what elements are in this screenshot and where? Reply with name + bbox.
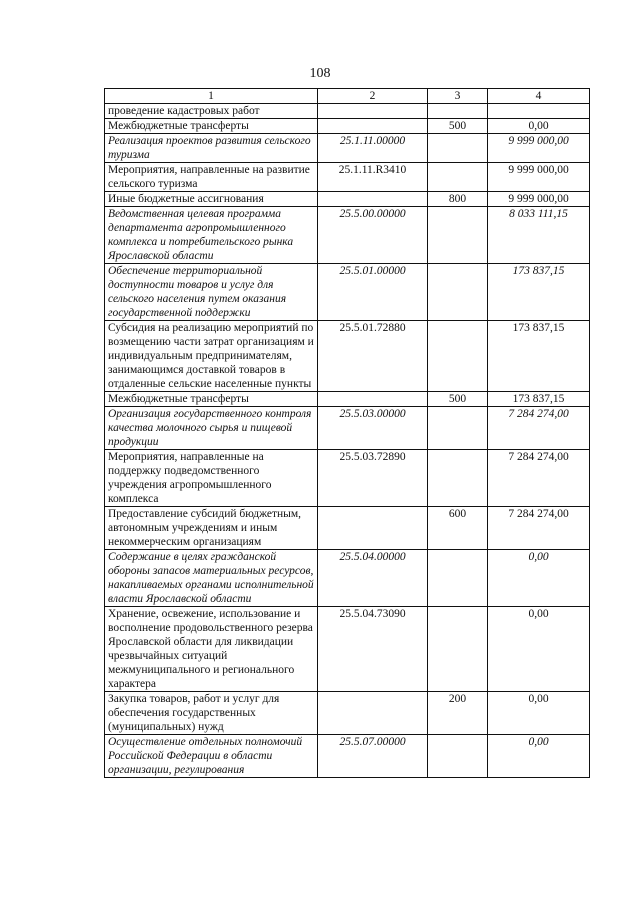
row-type-cell xyxy=(428,321,488,392)
table-row xyxy=(105,407,590,450)
row-amount-cell: 9 999 000,00 xyxy=(488,192,590,207)
table-row xyxy=(105,321,590,392)
table-row xyxy=(105,607,590,692)
row-amount-cell: 0,00 xyxy=(488,692,590,735)
row-code-cell xyxy=(318,104,428,119)
header-col-4: 4 xyxy=(488,89,590,104)
table-row xyxy=(105,134,590,163)
row-code-cell xyxy=(318,392,428,407)
row-amount-cell: 173 837,15 xyxy=(488,264,590,321)
row-name-cell: Мероприятия, направленные на развитие сельского туризма xyxy=(105,163,318,192)
table-row xyxy=(105,507,590,550)
row-name-cell: Организация государственного контроля качества молочного сырья и пищевой продукции xyxy=(105,407,318,450)
budget-table xyxy=(104,88,590,778)
row-amount-cell: 173 837,15 xyxy=(488,392,590,407)
table-row xyxy=(105,550,590,607)
row-code-cell: 25.5.03.00000 xyxy=(318,407,428,450)
row-name-cell: Субсидия на реализацию мероприятий по возмещению части затрат организациям и индивидуальным предпринимателям, занимающимся доставкой товаров в отдаленные сельские населенные пункты xyxy=(105,321,318,392)
row-name-cell: Обеспечение территориальной доступности товаров и услуг для сельского населения путем оказания государственной поддержки xyxy=(105,264,318,321)
table-row xyxy=(105,450,590,507)
row-code-cell: 25.5.03.72890 xyxy=(318,450,428,507)
row-amount-cell: 7 284 274,00 xyxy=(488,407,590,450)
row-name-cell: Закупка товаров, работ и услуг для обеспечения государственных (муниципальных) нужд xyxy=(105,692,318,735)
header-col-1: 1 xyxy=(105,89,318,104)
row-code-cell: 25.5.01.00000 xyxy=(318,264,428,321)
table-row xyxy=(105,207,590,264)
row-type-cell xyxy=(428,735,488,778)
row-type-cell xyxy=(428,163,488,192)
row-type-cell xyxy=(428,450,488,507)
row-amount-cell: 8 033 111,15 xyxy=(488,207,590,264)
row-amount-cell: 0,00 xyxy=(488,119,590,134)
page-number: 108 xyxy=(309,66,331,81)
row-amount-cell: 9 999 000,00 xyxy=(488,134,590,163)
table-row xyxy=(105,119,590,134)
row-code-cell: 25.5.04.73090 xyxy=(318,607,428,692)
table-row xyxy=(105,163,590,192)
header-col-2: 2 xyxy=(318,89,428,104)
row-name-cell: Межбюджетные трансферты xyxy=(105,119,318,134)
row-type-cell xyxy=(428,407,488,450)
row-type-cell: 200 xyxy=(428,692,488,735)
row-name-cell: Мероприятия, направленные на поддержку подведомственного учреждения агропромышленного комплекса xyxy=(105,450,318,507)
row-type-cell xyxy=(428,607,488,692)
row-name-cell: Хранение, освежение, использование и восполнение продовольственного резерва Ярославской области для ликвидации чрезвычайных ситуаций межмуниципального и регионального характера xyxy=(105,607,318,692)
table-row xyxy=(105,104,590,119)
table-row xyxy=(105,735,590,778)
row-type-cell: 600 xyxy=(428,507,488,550)
table-header-row xyxy=(105,89,590,104)
row-code-cell: 25.1.11.R3410 xyxy=(318,163,428,192)
table-row xyxy=(105,392,590,407)
row-name-cell: Предоставление субсидий бюджетным, автономным учреждениям и иным некоммерческим организациям xyxy=(105,507,318,550)
row-amount-cell xyxy=(488,104,590,119)
row-type-cell xyxy=(428,104,488,119)
row-code-cell: 25.5.07.00000 xyxy=(318,735,428,778)
row-amount-cell: 173 837,15 xyxy=(488,321,590,392)
row-code-cell xyxy=(318,192,428,207)
row-amount-cell: 0,00 xyxy=(488,735,590,778)
row-type-cell: 500 xyxy=(428,392,488,407)
row-code-cell xyxy=(318,119,428,134)
row-type-cell xyxy=(428,207,488,264)
table-row xyxy=(105,692,590,735)
row-code-cell: 25.5.04.00000 xyxy=(318,550,428,607)
row-code-cell xyxy=(318,507,428,550)
row-type-cell: 800 xyxy=(428,192,488,207)
table-row xyxy=(105,192,590,207)
row-amount-cell: 0,00 xyxy=(488,550,590,607)
row-name-cell: Иные бюджетные ассигнования xyxy=(105,192,318,207)
row-name-cell: Ведомственная целевая программа департамента агропромышленного комплекса и потребительского рынка Ярославской области xyxy=(105,207,318,264)
row-code-cell: 25.1.11.00000 xyxy=(318,134,428,163)
row-amount-cell: 7 284 274,00 xyxy=(488,507,590,550)
row-type-cell xyxy=(428,550,488,607)
row-amount-cell: 0,00 xyxy=(488,607,590,692)
table-body xyxy=(105,104,590,778)
row-type-cell: 500 xyxy=(428,119,488,134)
table-row xyxy=(105,264,590,321)
row-amount-cell: 7 284 274,00 xyxy=(488,450,590,507)
row-code-cell: 25.5.00.00000 xyxy=(318,207,428,264)
row-code-cell xyxy=(318,692,428,735)
row-name-cell: Реализация проектов развития сельского туризма xyxy=(105,134,318,163)
row-name-cell: Содержание в целях гражданской обороны запасов материальных ресурсов, накапливаемых органами исполнительной власти Ярославской области xyxy=(105,550,318,607)
row-type-cell xyxy=(428,264,488,321)
header-col-3: 3 xyxy=(428,89,488,104)
row-name-cell: проведение кадастровых работ xyxy=(105,104,318,119)
row-type-cell xyxy=(428,134,488,163)
row-name-cell: Межбюджетные трансферты xyxy=(105,392,318,407)
row-code-cell: 25.5.01.72880 xyxy=(318,321,428,392)
row-amount-cell: 9 999 000,00 xyxy=(488,163,590,192)
row-name-cell: Осуществление отдельных полномочий Российской Федерации в области организации, регулирования xyxy=(105,735,318,778)
